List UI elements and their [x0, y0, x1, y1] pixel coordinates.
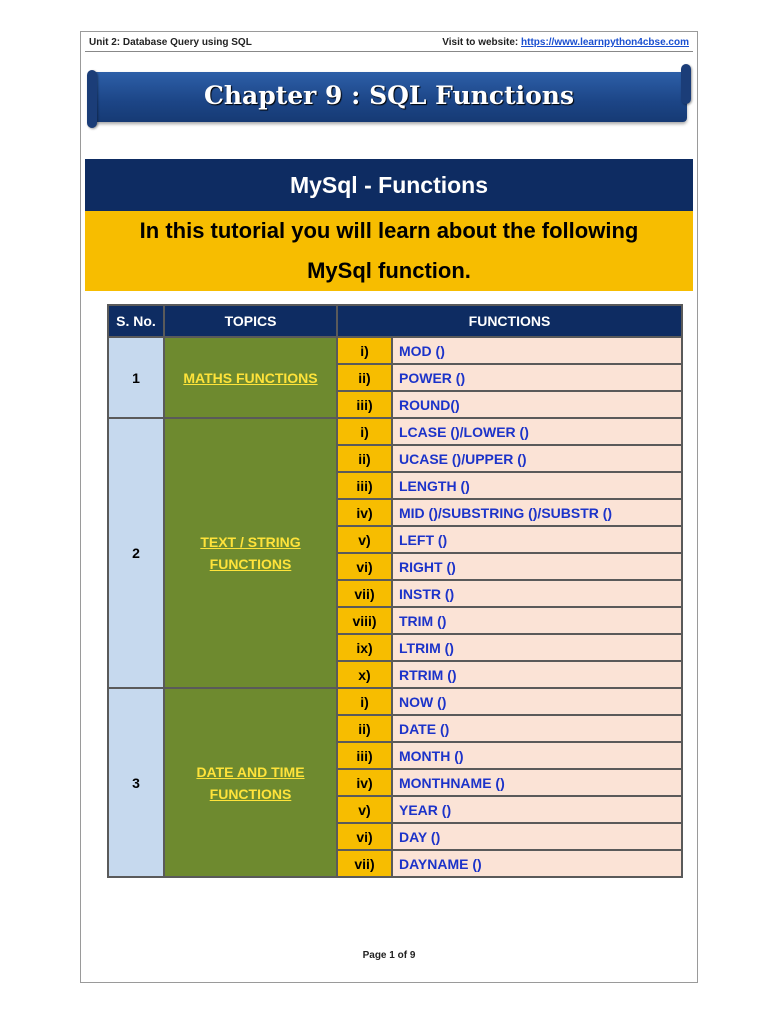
document-page: [80, 31, 698, 983]
function-name-cell: TRIM (): [393, 608, 681, 633]
header-sno: S. No.: [109, 306, 163, 336]
item-index-cell: vii): [338, 851, 391, 876]
function-name-cell: RTRIM (): [393, 662, 681, 687]
function-name-cell: DATE (): [393, 716, 681, 741]
header-functions: FUNCTIONS: [338, 306, 681, 336]
topic-link[interactable]: FUNCTIONS: [209, 556, 292, 572]
item-index-cell: i): [338, 419, 391, 444]
item-index-cell: ii): [338, 716, 391, 741]
section-heading: MySql - Functions: [85, 159, 693, 211]
function-name-cell: UCASE ()/UPPER (): [393, 446, 681, 471]
website-link[interactable]: https://www.learnpython4cbse.com: [521, 37, 689, 48]
serial-number-cell: 2: [109, 419, 163, 687]
serial-number-cell: 1: [109, 338, 163, 417]
function-name-cell: DAYNAME (): [393, 851, 681, 876]
function-name-cell: LEFT (): [393, 527, 681, 552]
table-row: [109, 419, 681, 444]
function-name-cell: MONTH (): [393, 743, 681, 768]
item-index-cell: iii): [338, 392, 391, 417]
intro-line-2: MySql function.: [307, 258, 471, 283]
function-name-cell: MONTHNAME (): [393, 770, 681, 795]
item-index-cell: iv): [338, 770, 391, 795]
topic-cell: [165, 419, 336, 687]
function-name-cell: INSTR (): [393, 581, 681, 606]
running-header-unit: Unit 2: Database Query using SQL: [89, 37, 252, 48]
function-name-cell: POWER (): [393, 365, 681, 390]
function-name-cell: MID ()/SUBSTRING ()/SUBSTR (): [393, 500, 681, 525]
header-divider: [85, 51, 693, 52]
item-index-cell: i): [338, 689, 391, 714]
item-index-cell: x): [338, 662, 391, 687]
chapter-banner: [91, 72, 687, 122]
function-name-cell: RIGHT (): [393, 554, 681, 579]
table-body: [109, 338, 681, 876]
item-index-cell: i): [338, 338, 391, 363]
running-header-website: [442, 37, 689, 48]
function-name-cell: LCASE ()/LOWER (): [393, 419, 681, 444]
item-index-cell: vi): [338, 824, 391, 849]
function-name-cell: YEAR (): [393, 797, 681, 822]
topic-link[interactable]: MATHS FUNCTIONS: [183, 369, 318, 386]
website-label: Visit to website:: [442, 37, 521, 48]
table-header-row: [109, 306, 681, 336]
header-topics: TOPICS: [165, 306, 336, 336]
topic-cell: [165, 689, 336, 876]
item-index-cell: iii): [338, 473, 391, 498]
chapter-title: Chapter 9 : SQL Functions: [203, 81, 575, 110]
item-index-cell: v): [338, 797, 391, 822]
functions-table: [107, 304, 683, 878]
function-name-cell: LENGTH (): [393, 473, 681, 498]
topic-cell: [165, 338, 336, 417]
item-index-cell: vii): [338, 581, 391, 606]
table-row: [109, 338, 681, 363]
topic-link[interactable]: FUNCTIONS: [209, 785, 292, 802]
item-index-cell: viii): [338, 608, 391, 633]
table-row: [109, 689, 681, 714]
topic-link[interactable]: DATE AND TIME: [196, 763, 305, 780]
function-name-cell: ROUND(): [393, 392, 681, 417]
item-index-cell: v): [338, 527, 391, 552]
function-name-cell: NOW (): [393, 689, 681, 714]
item-index-cell: ix): [338, 635, 391, 660]
item-index-cell: iv): [338, 500, 391, 525]
topic-link[interactable]: TEXT / STRING: [200, 534, 301, 550]
item-index-cell: iii): [338, 743, 391, 768]
serial-number-cell: 3: [109, 689, 163, 876]
item-index-cell: ii): [338, 446, 391, 471]
intro-line-1: In this tutorial you will learn about the following: [139, 218, 639, 243]
function-name-cell: LTRIM (): [393, 635, 681, 660]
function-name-cell: MOD (): [393, 338, 681, 363]
item-index-cell: vi): [338, 554, 391, 579]
item-index-cell: ii): [338, 365, 391, 390]
page-number: Page 1 of 9: [362, 950, 416, 961]
intro-band: [85, 211, 693, 291]
function-name-cell: DAY (): [393, 824, 681, 849]
